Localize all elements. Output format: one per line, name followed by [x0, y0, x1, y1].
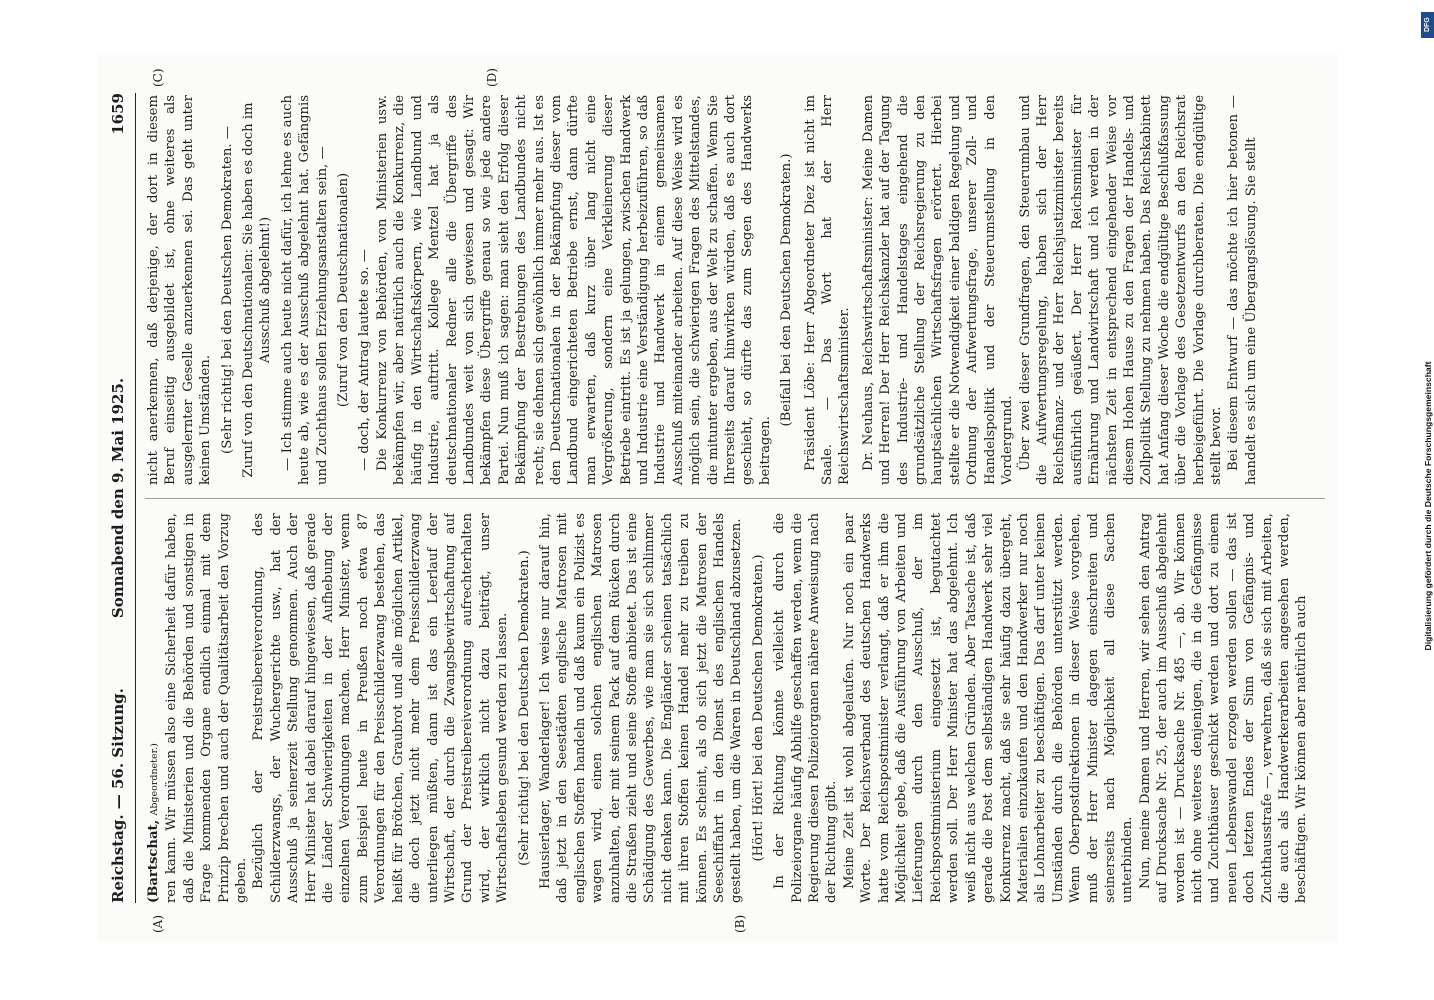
paragraph: In der Richtung könnte vielleicht durch die Polizeiorgane häufig Abhilfe geschaffen werden, wenn die Regierung diesen Polizeiorganen nähere Anweisung nach der Richtung gibt. — [772, 513, 840, 903]
paragraph: Über zwei dieser Grundfragen, den Steuerumbau und die Aufwertungsregelung, haben sich der Herr Reichsfinanz- und der Herr Reichsjustizminister bereits ausführlich geäußert. Der Herr Reichsminister für Ernährung und Landwirtschaft und ich werden in der nächsten Zeit in entsprechend eingehender Weise vor diesem Hohen Hause zu den Fragen der Handels- und Zollpolitik Stellung zu nehmen haben. Das Reichskabinett hat Anfang dieser Woche die endgültige Beschlußfassung über die Vorlage des Gesetzentwurfs an den Reichsrat herbeigeführt. Die Vorlage durchberaten. Die endgültige stellt bevor. — [1017, 95, 1224, 485]
margin-marker-c: (C) — [151, 68, 165, 87]
paragraph: Dr. Neuhaus, Reichswirtschaftsminister: Meine Damen und Herren! Der Herr Reichskanzler hat auf der Tagung des Industrie- und Handelstages eingehend die grundsätzliche Stellung der Reichsregierung zu den hauptsächlichen Wirtschaftsfragen erörtert. Hierbei stellte er die Notwendigkeit einer baldigen Regelung und Ordnung der Aufwertungsfrage, unserer Zoll- und Handelspolitik und der Steuerumstellung in den Vordergrund. — [860, 95, 1016, 485]
running-head-date: Sonnabend den 9. Mai 1925. — [109, 377, 127, 619]
interjection: (Sehr richtig! bei den Deutschen Demokraten.) — [516, 550, 532, 866]
paragraph: Bei diesem Entwurf — das möchte ich hier betonen — handelt es sich um eine Übergangslösung. Sie stellt — [1226, 95, 1259, 485]
paragraph: — doch, der Antrag lautete so. — — [357, 249, 373, 471]
dfg-logo: DFG — [1421, 12, 1434, 38]
paragraph: Bezüglich der Preistreibereiverordnung, des Schilderzwangs, der Wuchergerichte usw., hat der Ausschuß ja seinerzeit Stellung genommen. Auch der Herr Minister hat dabei darauf hingewiesen, daß gerade die Länder Schwierigkeiten in der Aufhebung der einzelnen Verordnungen machen. Herr Minister, wenn zum Beispiel heute in Preußen noch etwa 87 Verordnungen für den Preisschilderzwang bestehen, das heißt für Brötchen, Graubrot und alle möglichen Artikel, die doch jetzt nicht mehr dem Preisschilderzwang unterliegen müßten, dann ist das ein Leerlauf der Wirtschaft, der durch die Zwangsbewirtschaftung auf Grund der Preistreibereiverordnung aufrechterhalten wird, der wirklich nicht dazu beiträgt, unser Wirtschaftsleben gesund werden zu lassen. — [251, 513, 511, 903]
page-number: 1659 — [109, 93, 127, 135]
paragraph: Nun, meine Damen und Herren, wir sehen den Antrag auf Drucksache Nr. 25, der auch im Ausschuß abgelehnt worden ist — Drucksache Nr. 485 —, ab. Wir können nicht ohne weiteres denjenigen, die in die Gefängnisse und Zuchthäuser geschickt werden und dort zu einem neuen Lebenswandel erzogen werden sollen — das ist doch letzten Endes der Sinn von Gefängnis- und Zuchthausstrafe —, verwehren, daß sie sich mit Arbeiten, die auch als Handwerkerarbeiten angesehen werden, beschäftigen. Wir können aber natürlich auch — [1137, 513, 1310, 903]
interjection: (Beifall bei den Deutschen Demokraten.) — [779, 153, 795, 427]
interjection: (Hört! Hört! bei den Deutschen Demokraten.) — [750, 554, 766, 862]
speaker-role: Abgeordneter.) — [149, 743, 160, 816]
margin-marker-a: (A) — [151, 914, 165, 933]
speaker-name: (Bartschat, — [146, 819, 161, 903]
left-column — [145, 513, 1335, 903]
running-head — [109, 93, 135, 903]
paragraph: — Ich stimme auch heute nicht dafür, ich lehne es auch heute ab, wie es der Ausschuß abgelehnt hat. Gefängnis und Zuchthaus sollen Erziehungsanstalten sein, — — [279, 95, 330, 485]
margin-marker-d: (D) — [485, 68, 499, 87]
column-divider — [145, 498, 1325, 499]
president-statement: Präsident Löbe: Herr Abgeordneter Diez ist nicht im Saale. — Das Wort hat der Herr Reichswirtschaftsminister. — [802, 95, 853, 485]
digitization-credit: Digitalisierung gefördert durch die Deutsche Forschungsgemeinschaft — [1423, 361, 1433, 651]
interjection: Zuruf von den Deutschnationalen: Sie haben es doch im Ausschuß abgelehnt!) — [241, 102, 274, 478]
paragraph: Meine Zeit ist wohl abgelaufen. Nur noch ein paar Worte. Der Reichsverband des deutschen Handwerks hatte vom Reichspostminister verlangt, daß er ihm die Möglichkeit gebe, daß die Ausführung von Arbeiten und Lieferungen durch den Ausschuß, der im Reichspostministerium eingesetzt ist, begutachtet werden soll. Der Herr Minister hat das abgelehnt. Ich weiß nicht aus welchen Gründen. Aber Tatsache ist, daß gerade die Post dem selbständigen Handwerk sehr viel Konkurrenz macht, daß sie sehr häufig dazu übergeht, Materialien einzukaufen und den Handwerker nur noch als Lohnarbeiter zu beschäftigen. Das darf unter keinen Umständen durch die Behörden unterstützt werden. Wenn Oberpostdirektionen in dieser Weise vorgehen, muß der Herr Minister dagegen einschreiten und seinerseits nach Möglichkeit all diese Sachen unterbinden. — [841, 513, 1136, 903]
interjection: (Zuruf von den Deutschnationalen) — [336, 172, 352, 408]
running-head-left: Reichstag. — 56. Sitzung. — [109, 688, 127, 903]
document-page — [97, 53, 1337, 943]
paragraph: nicht anerkennen, daß derjenige, der dort in diesem Beruf einseitig ausgebildet ist, ohne weiteres als ausgelernter Geselle anzuerkennen sei. Das geht unter keinen Umständen. — [146, 95, 214, 485]
paragraph: ren kann. Wir müssen also eine Sicherheit dafür haben, daß die Ministerien und die Behörden und sonstigen in Frage kommenden Organe endlich einmal mit dem Prinzip brechen und auch der Qualitätsarbeit den Vorzug geben. — [164, 513, 250, 903]
margin-marker-b: (B) — [733, 914, 747, 933]
paragraph: Die Konkurrenz von Behörden, von Ministerien usw. bekämpfen wir, aber natürlich auch die Konkurrenz, die häufig in den Wirtschaftskörpern, wie Landbund und Industrie, auftritt. Kollege Mentzel hat ja als deutschnationaler Redner alle die Übergriffe des Landbundes weit von sich gewiesen und gesagt: Wir bekämpfen diese Übergriffe genau so wie jede andere Partei. Nun muß ich sagen: man sieht den Erfolg dieser Bekämpfung der Bestrebungen des Landbundes nicht recht; sie dehnen sich gewöhnlich immer mehr aus. Ist es den Deutschnationalen in der Bekämpfung dieser vom Landbund eingerichteten Betriebe ernst, dann dürfte man erwarten, daß kurz über lang nicht eine Vergrößerung, sondern eine Verkleinerung dieser Betriebe eintritt. Es ist ja gelungen, zwischen Handwerk und Industrie eine Verständigung herbeizuführen, so daß Industrie und Handwerk in einem gemeinsamen Ausschuß miteinander arbeiten. Auf diese Weise wird es möglich sein, die schwierigen Fragen des Mittelstandes, die mitunter ergeben, aus der Welt zu schaffen. Wenn Sie Ihrerseits darauf hinwirken würden, daß es auch dort geschieht, so dürfte das zum Segen des Handwerks beitragen. — [374, 95, 773, 485]
speaker-line — [145, 513, 163, 903]
interjection: (Sehr richtig! bei den Deutschen Demokraten. — — [219, 126, 235, 454]
paragraph: Hausierlager, Wanderlager! Ich weise nur darauf hin, daß jetzt in den Seestädten englische Matrosen mit englischen Stoffen handeln und daß kaum ein Polizist es wagen wird, einen solchen englischen Matrosen anzuhalten, der mit seinem Pack auf dem Rücken durch die Straßen zieht und seine Stoffe anbietet. Das ist eine Schädigung des Gewerbes, wie man sie sich schlimmer nicht denken kann. Die Engländer scheinen tatsächlich mit ihren Stoffen keinen Handel mehr zu treiben zu können. Es scheint, als ob sich jetzt die Matrosen der Seeschiffahrt in den Dienst des englischen Handels gestellt haben, um die Waren in Deutschland abzusetzen. — [537, 513, 745, 903]
header-rule — [135, 93, 136, 903]
digitization-sidebar — [1421, 6, 1434, 996]
right-column — [145, 95, 1335, 485]
